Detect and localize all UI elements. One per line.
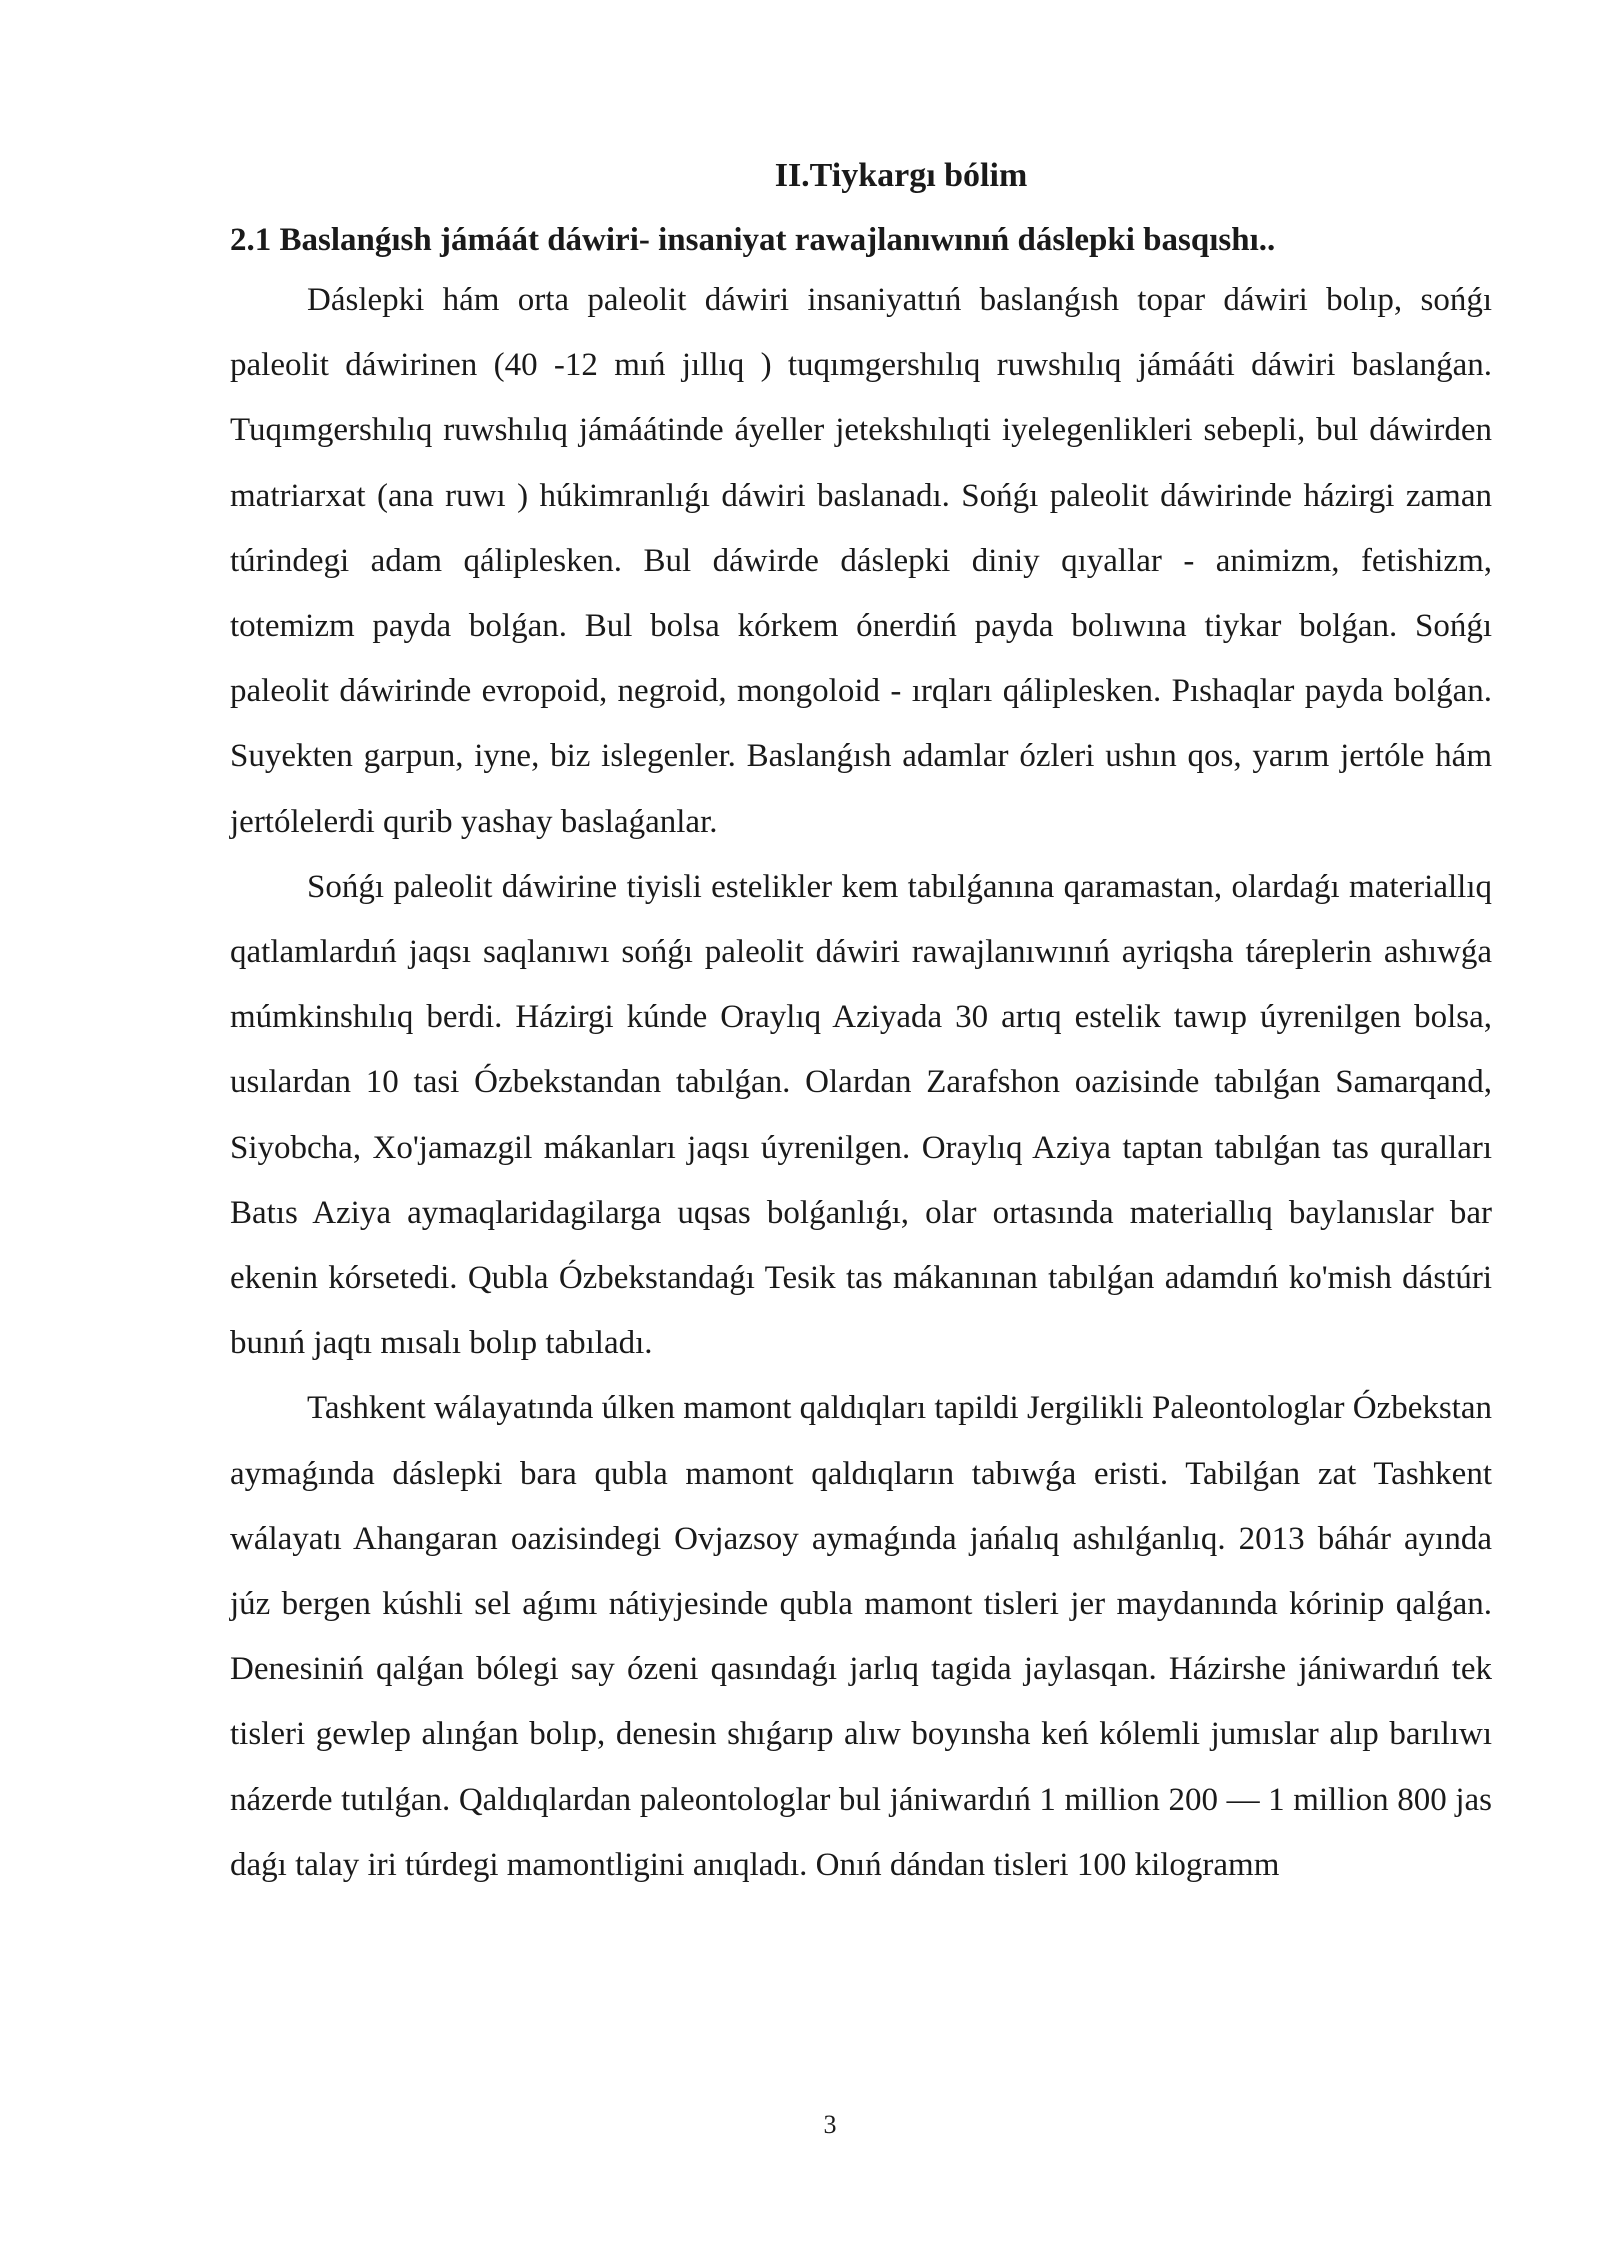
paragraph-1: Dáslepki hám orta paleolit dáwiri insaniyattıń baslanǵısh topar dáwiri bolıp, sońǵı paleolit dáwirinen (40 -12 mıń jıllıq ) tuqımgershılıq ruwshılıq jámááti dáwiri baslanǵan. Tuqımgershılıq ruwshılıq jámáátinde áyeller jetekshılıqti iyelegenlikleri sebepli, bul dáwirden matriarxat (ana ruwı ) húkimranlıǵı dáwiri baslanadı. Sońǵı paleolit dáwirinde házirgi zaman túrindegi adam qáliplesken. Bul dáwirde dáslepki diniy qıyallar - animizm, fetishizm, totemizm payda bolǵan. Bul bolsa kórkem ónerdiń payda bolıwına tiykar bolǵan. Sońǵı paleolit dáwirinde evropoid, negroid, mongoloid - ırqları qáliplesken. Pıshaqlar payda bolǵan. Suyekten garpun, iyne, biz islegenler. Baslanǵısh adamlar ózleri ushın qos, yarım jertóle hám jertólelerdi qurib yashay baslaǵanlar. [230, 282, 1492, 840]
chapter-title: II.Tiykargı bólim [774, 157, 1028, 194]
page-number: 3 [823, 2110, 837, 2139]
page-content [230, 150, 1492, 1898]
paragraph-2: Sońǵı paleolit dáwirine tiyisli estelikler kem tabılǵanına qaramastan, olardaǵı materiallıq qatlamlardıń jaqsı saqlanıwı sońǵı paleolit dáwiri rawajlanıwınıń ayriqsha táreplerin ashıwǵa múmkinshılıq berdi. Házirgi kúnde Oraylıq Aziyada 30 artıq estelik tawıp úyrenilgen bolsa, usılardan 10 tasi Ózbekstandan tabılǵan. Olardan Zarafshon oazisinde tabılǵan Samarqand, Siyobcha, Xo'jamazgil mákanları jaqsı úyrenilgen. Oraylıq Aziya taptan tabılǵan tas quralları Batıs Aziya aymaqlaridagilarga uqsas bolǵanlıǵı, olar ortasında materiallıq baylanıslar bar ekenin kórsetedi. Qubla Ózbekstandaǵı Tesik tas mákanınan tabılǵan adamdıń ko'mish dástúri bunıń jaqtı mısalı bolıp tabıladı. [230, 868, 1492, 1362]
section-title: 2.1 Baslanǵısh jámáát dáwiri- insaniyat rawajlanıwınıń dáslepki basqıshı.. [230, 222, 1276, 258]
paragraph-3: Tashkent wálayatında úlken mamont qaldıqları tapildi Jergilikli Paleontologlar Ózbekstan aymaǵında dáslepki bara qubla mamont qaldıqların tabıwǵa eristi. Tabilǵan zat Tashkent wálayatı Ahangaran oazisindegi Ovjazsoy aymaǵında jańalıq ashılǵanlıq. 2013 báhár ayında júz bergen kúshli sel aǵımı nátiyjesinde qubla mamont tisleri jer maydanında kórinip qalǵan. Denesiniń qalǵan bólegi say ózeni qasındaǵı jarlıq tagida jaylasqan. Házirshe jániwardıń tek tisleri gewlep alınǵan bolıp, denesin shıǵarıp alıw boyınsha keń kólemli jumıslar alıp barılıwı názerde tutılǵan. Qaldıqlardan paleontologlar bul jániwardıń 1 million 200 — 1 million 800 jas daǵı talay iri túrdegi mamontligini anıqladı. Onıń dándan tisleri 100 kilogramm [230, 1390, 1492, 1883]
